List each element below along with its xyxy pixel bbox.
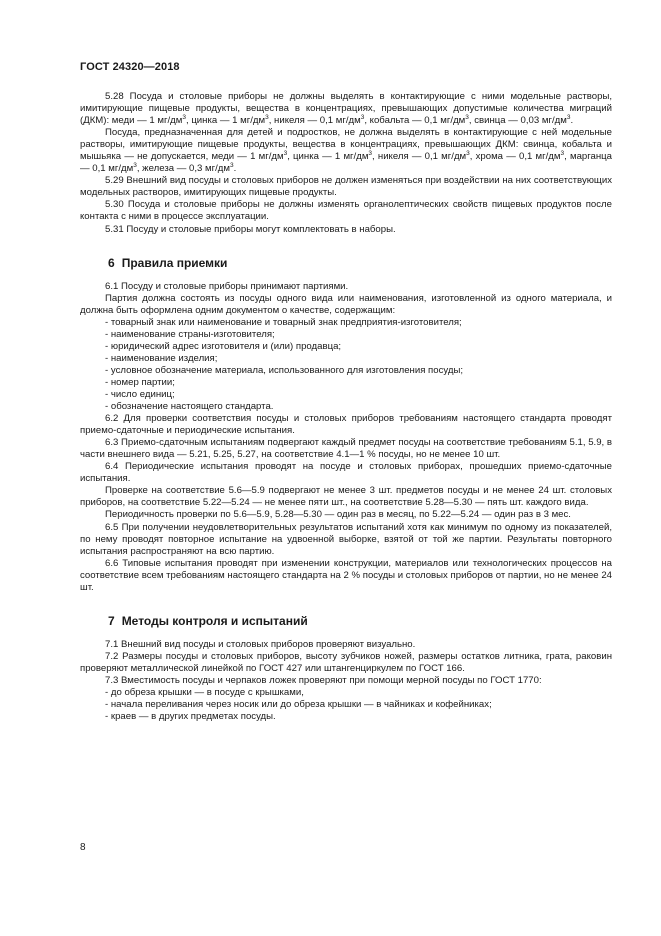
document-header: ГОСТ 24320—2018 bbox=[80, 61, 180, 73]
list-item: - наименование изделия; bbox=[105, 353, 612, 365]
list-item: - начала переливания через носик или до обреза крышки — в чайниках и кофейниках; bbox=[105, 699, 612, 711]
list-item: - краев — в других предметах посуды. bbox=[105, 711, 612, 723]
section-6-title: Правила приемки bbox=[121, 255, 228, 270]
list-item: - номер партии; bbox=[105, 377, 612, 389]
list-item: - юридический адрес изготовителя и (или) продавца; bbox=[105, 341, 612, 353]
list-item: - до обреза крышки — в посуде с крышками, bbox=[105, 687, 612, 699]
paragraph-6-4: 6.4 Периодические испытания проводят на посуде и столовых приборах, прошедших приемо-сдаточные испытания. bbox=[80, 461, 612, 485]
list-item: - число единиц; bbox=[105, 389, 612, 401]
section-7-title: Методы контроля и испытаний bbox=[121, 613, 308, 628]
paragraph-6-3: 6.3 Приемо-сдаточным испытаниям подвергают каждый предмет посуды на соответствие требованиям 5.1, 5.9, в части внешнего вида — 5.21, 5.25, 5.27, на соответствие 4.1—1 % посуды, но не менее 10 шт. bbox=[80, 437, 612, 461]
list-item: - условное обозначение материала, использованного для изготовления посуды; bbox=[105, 365, 612, 377]
paragraph-5-28: 5.28 Посуда и столовые приборы не должны выделять в контактирующие с ними модельные растворы, имитирующие пищевые продукты, вещества в концентрациях, превышающих допустимые количества миграций (ДКМ): меди — 1 $мг/дм^3$, цинка — 1 $мг/дм^3$, никеля — 0,1 $мг/дм^3$, кобальта — 0,1 $мг/дм^3$, свинца — 0,03 $мг/дм^3$. bbox=[80, 91, 612, 127]
paragraph-6-6: 6.6 Типовые испытания проводят при изменении конструкции, материалов или технологических процессов на соответствие всем требованиям настоящего стандарта на 2 % посуды и столовых приборов от партии, но не менее 24 шт. bbox=[80, 557, 612, 593]
paragraph-batch: Партия должна состоять из посуды одного вида или наименования, изготовленной из одного материала, и должна быть оформлена одним документом о качестве, содержащим: bbox=[80, 292, 612, 316]
section-6-heading bbox=[108, 256, 612, 270]
paragraph-7-3: 7.3 Вместимость посуды и черпаков ложек проверяют при помощи мерной посуды по ГОСТ 1770: bbox=[105, 674, 542, 686]
list-item: - товарный знак или наименование и товарный знак предприятия-изготовителя; bbox=[105, 317, 612, 329]
section-7-heading bbox=[108, 614, 612, 628]
section-7-number: 7 bbox=[108, 613, 115, 628]
paragraph-6-5: 6.5 При получении неудовлетворительных результатов испытаний хотя как минимум по одному из показателей, по нему проводят повторное испытание на удвоенной выборке, взятой от той же партии. Результаты повторного испытания распространяют на всю партию. bbox=[80, 521, 612, 557]
document-body bbox=[80, 91, 612, 723]
paragraph-7-1: 7.1 Внешний вид посуды и столовых приборов проверяют визуально. bbox=[105, 638, 416, 650]
paragraph-7-2: 7.2 Размеры посуды и столовых приборов, высоту зубчиков ножей, размеры остатков литника, грата, раковин проверяют металлической линейкой по ГОСТ 427 или штангенциркулем по ГОСТ 166. bbox=[80, 650, 612, 674]
paragraph-6-1: 6.1 Посуду и столовые приборы принимают партиями. bbox=[105, 280, 349, 292]
capacity-check-list bbox=[80, 687, 612, 723]
paragraph-5-31: 5.31 Посуду и столовые приборы могут комплектовать в наборы. bbox=[105, 223, 396, 235]
paragraph-6-2: 6.2 Для проверки соответствия посуды и столовых приборов требованиям настоящего стандарта проводят приемо-сдаточные и периодические испытания. bbox=[80, 413, 612, 437]
list-item: - наименование страны-изготовителя; bbox=[105, 329, 612, 341]
paragraph-5-30: 5.30 Посуда и столовые приборы не должны изменять органолептических свойств пищевых продуктов после контакта с ними в процессе эксплуатации. bbox=[80, 199, 612, 223]
paragraph-5-29: 5.29 Внешний вид посуды и столовых приборов не должен изменяться при воздействии на них соответствующих модельных растворов, имитирующих пищевые продукты. bbox=[80, 175, 612, 199]
list-item: - обозначение настоящего стандарта. bbox=[105, 401, 612, 413]
page-number: 8 bbox=[80, 842, 86, 853]
paragraph-children-dishes: Посуда, предназначенная для детей и подростков, не должна выделять в контактирующие с ней модельные растворы, имитирующие пищевые продукты, вещества в концентрациях, превышающих ДКМ: свинца, кобальта и мышьяка — не допускается, меди — 1 $мг/дм^3$, цинка — 1 $мг/дм^3$, никеля — 0,1 $мг/дм^3$, хрома — 0,1 $мг/дм^3$, марганца — 0,1 $мг/дм^3$, железа — 0,3 $мг/дм^3$. bbox=[80, 127, 612, 175]
section-6-number: 6 bbox=[108, 255, 115, 270]
paragraph-periodicity: Периодичность проверки по 5.6—5.9, 5.28—5.30 — один раз в месяц, по 5.22—5.24 — один раз в 3 мес. bbox=[105, 509, 571, 521]
quality-document-list bbox=[80, 317, 612, 413]
paragraph-check: Проверке на соответствие 5.6—5.9 подвергают не менее 3 шт. предметов посуды и не менее 24 шт. столовых приборов, на соответствие 5.22—5.24 — не менее пяти шт., на соответствие 5.28—5.30 — пять шт. каждого вида. bbox=[80, 485, 612, 509]
